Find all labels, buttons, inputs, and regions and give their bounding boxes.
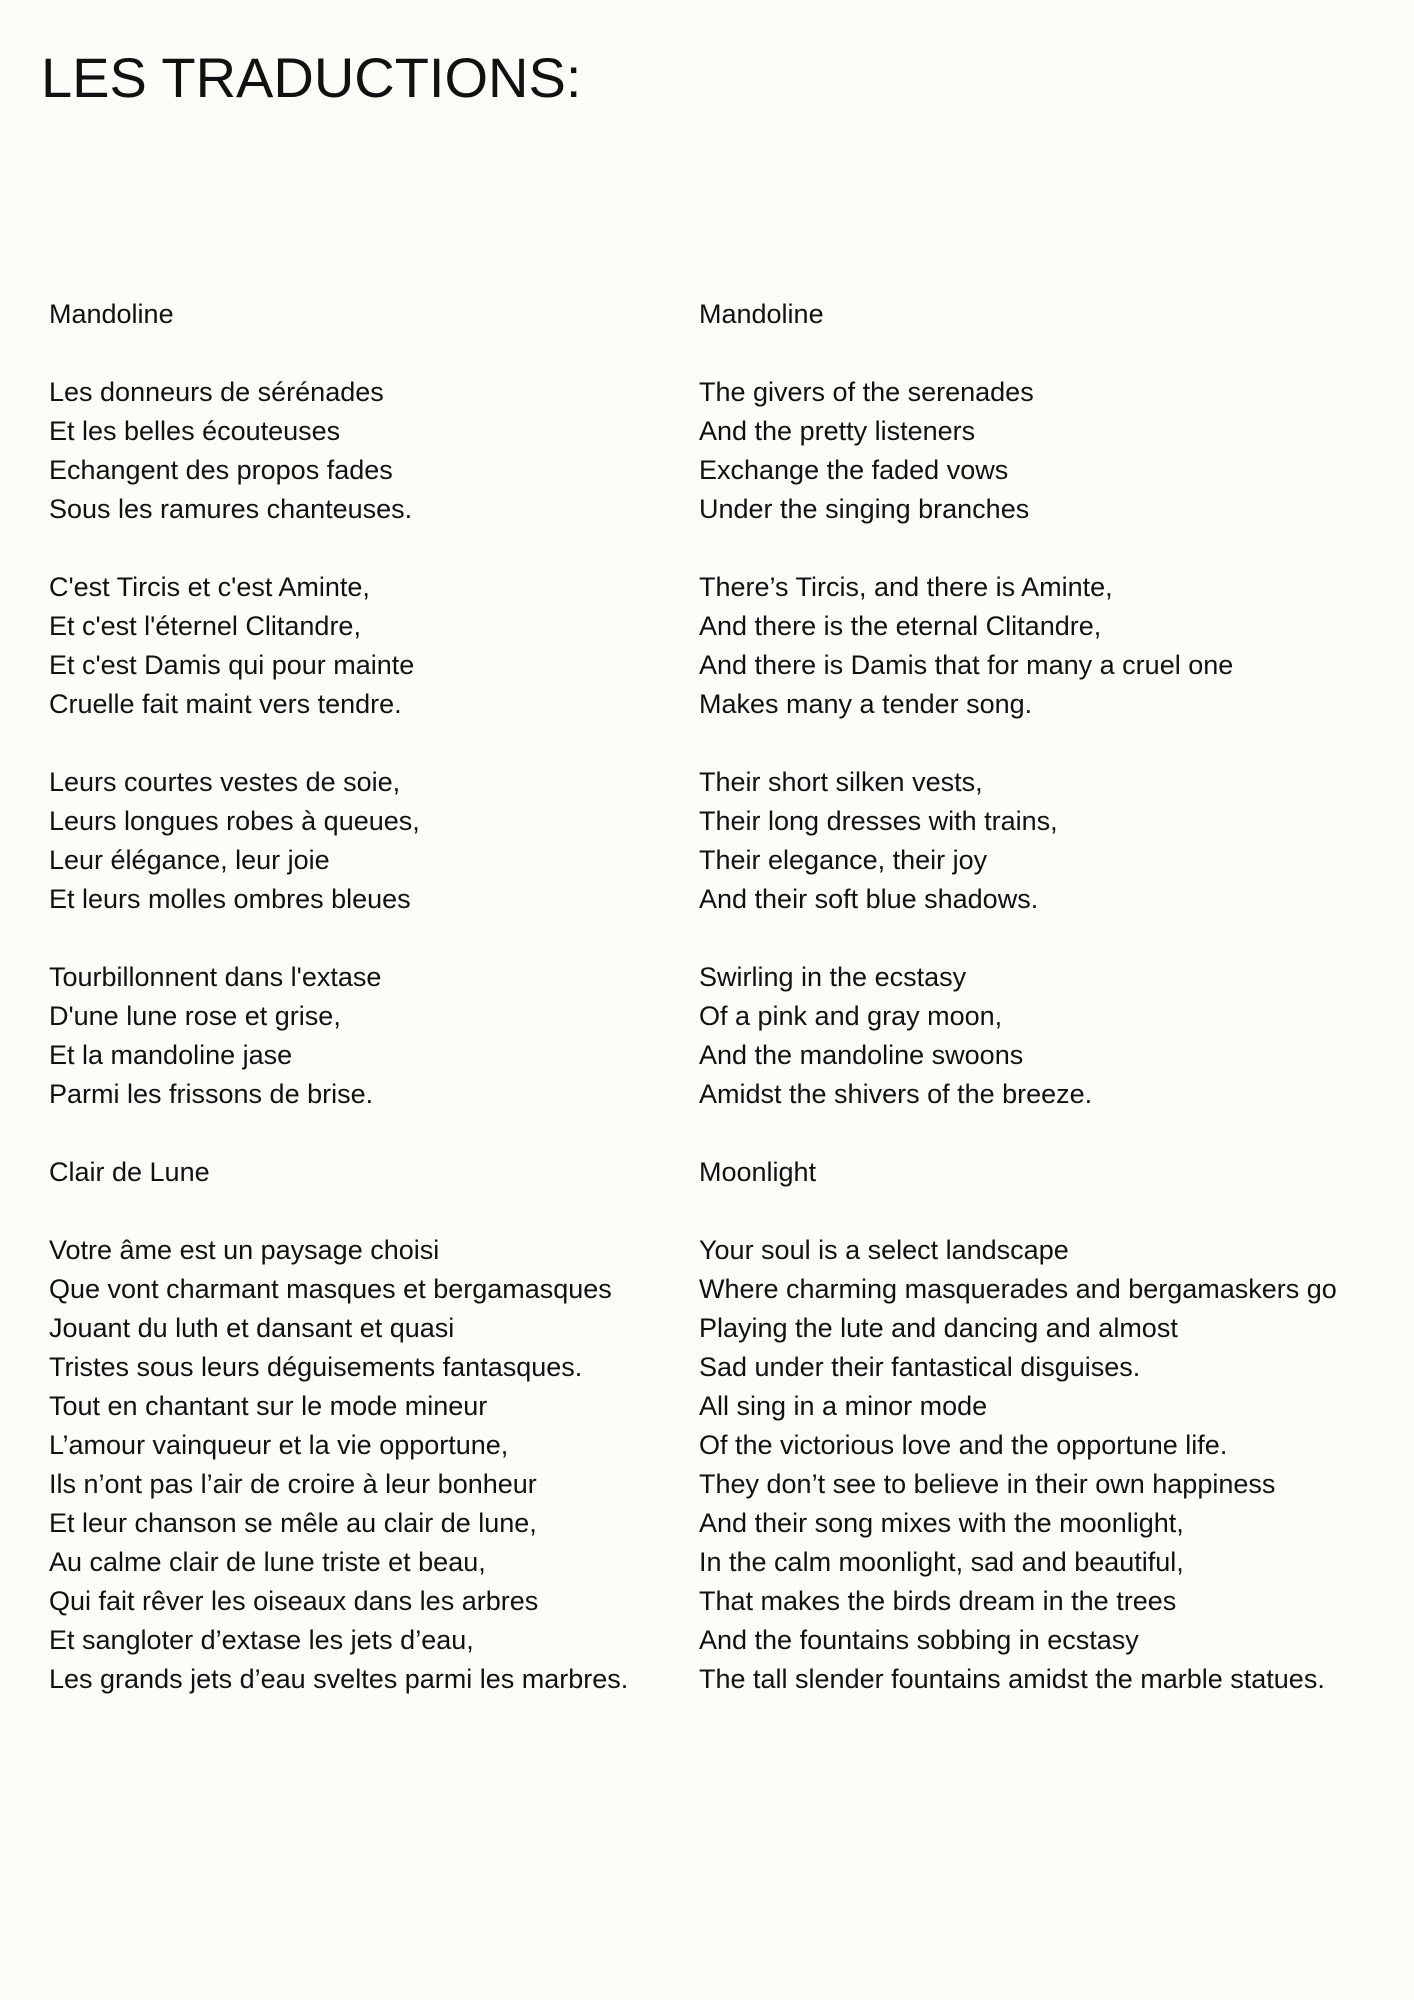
french-verse-line: Leurs courtes vestes de soie,: [49, 767, 401, 797]
english-verse-line: And their soft blue shadows.: [699, 884, 1039, 914]
english-verse-line: And there is Damis that for many a cruel one: [699, 650, 1234, 680]
english-verse-line: Their long dresses with trains,: [699, 806, 1058, 836]
stanza-gap: [699, 1114, 1337, 1153]
stanza-gap: [49, 334, 628, 373]
french-title-line: Clair de Lune: [49, 1157, 210, 1187]
stanza-gap: [699, 1192, 1337, 1231]
english-verse-line: The givers of the serenades: [699, 377, 1034, 407]
english-stanza: [699, 568, 1337, 724]
stanza-gap: [699, 529, 1337, 568]
stanza-gap: [699, 724, 1337, 763]
french-verse-line: Au calme clair de lune triste et beau,: [49, 1547, 486, 1577]
english-verse-line: Sad under their fantastical disguises.: [699, 1352, 1141, 1382]
english-verse-line: Amidst the shivers of the breeze.: [699, 1079, 1093, 1109]
english-verse-line: And the pretty listeners: [699, 416, 976, 446]
french-verse-line: Et sangloter d’extase les jets d’eau,: [49, 1625, 474, 1655]
french-verse-line: Leurs longues robes à queues,: [49, 806, 420, 836]
french-verse-line: Les donneurs de sérénades: [49, 377, 384, 407]
english-title-line: Mandoline: [699, 299, 824, 329]
english-stanza: [699, 1231, 1337, 1699]
english-verse-line: And there is the eternal Clitandre,: [699, 611, 1102, 641]
french-verse-line: Votre âme est un paysage choisi: [49, 1235, 440, 1265]
stanza-gap: [49, 529, 628, 568]
french-stanza: [49, 568, 628, 724]
english-verse-line: Swirling in the ecstasy: [699, 962, 967, 992]
french-poem-title: [49, 295, 628, 334]
french-verse-line: C'est Tircis et c'est Aminte,: [49, 572, 370, 602]
english-stanza: [699, 958, 1337, 1114]
english-stanza: [699, 373, 1337, 529]
stanza-gap: [49, 919, 628, 958]
stanza-gap: [49, 1114, 628, 1153]
french-stanza: [49, 373, 628, 529]
english-verse-line: And the mandoline swoons: [699, 1040, 1024, 1070]
french-verse-line: Cruelle fait maint vers tendre.: [49, 689, 402, 719]
french-poem-title: [49, 1153, 628, 1192]
english-verse-line: Playing the lute and dancing and almost: [699, 1313, 1178, 1343]
french-stanza: [49, 958, 628, 1114]
french-verse-line: Tout en chantant sur le mode mineur: [49, 1391, 488, 1421]
french-verse-line: Ils n’ont pas l’air de croire à leur bonheur: [49, 1469, 537, 1499]
french-title-line: Mandoline: [49, 299, 174, 329]
french-verse-line: Que vont charmant masques et bergamasques: [49, 1274, 612, 1304]
english-verse-line: There’s Tircis, and there is Aminte,: [699, 572, 1113, 602]
english-stanza: [699, 763, 1337, 919]
english-verse-line: And their song mixes with the moonlight,: [699, 1508, 1184, 1538]
french-verse-line: Et leurs molles ombres bleues: [49, 884, 411, 914]
english-verse-line: The tall slender fountains amidst the marble statues.: [699, 1664, 1325, 1694]
stanza-gap: [699, 334, 1337, 373]
english-verse-line: They don’t see to believe in their own happiness: [699, 1469, 1276, 1499]
english-verse-line: Of a pink and gray moon,: [699, 1001, 1003, 1031]
french-verse-line: Et leur chanson se mêle au clair de lune,: [49, 1508, 537, 1538]
french-stanza: [49, 1231, 628, 1699]
stanza-gap: [49, 724, 628, 763]
english-verse-line: In the calm moonlight, sad and beautiful,: [699, 1547, 1184, 1577]
english-verse-line: And the fountains sobbing in ecstasy: [699, 1625, 1139, 1655]
english-verse-line: That makes the birds dream in the trees: [699, 1586, 1177, 1616]
english-poem-title: [699, 1153, 1337, 1192]
french-verse-line: Sous les ramures chanteuses.: [49, 494, 413, 524]
french-verse-line: Et les belles écouteuses: [49, 416, 341, 446]
french-verse-line: Les grands jets d’eau sveltes parmi les marbres.: [49, 1664, 629, 1694]
english-verse-line: Under the singing branches: [699, 494, 1030, 524]
french-verse-line: Tristes sous leurs déguisements fantasques.: [49, 1352, 583, 1382]
french-verse-line: L’amour vainqueur et la vie opportune,: [49, 1430, 509, 1460]
english-translation-column: [699, 295, 1337, 1699]
english-verse-line: Their short silken vests,: [699, 767, 983, 797]
french-verse-line: Et c'est Damis qui pour mainte: [49, 650, 415, 680]
english-verse-line: Of the victorious love and the opportune life.: [699, 1430, 1228, 1460]
stanza-gap: [699, 919, 1337, 958]
english-verse-line: Where charming masquerades and bergamaskers go: [699, 1274, 1337, 1304]
stanza-gap: [49, 1192, 628, 1231]
page-title: LES TRADUCTIONS:: [41, 46, 582, 109]
english-verse-line: Their elegance, their joy: [699, 845, 988, 875]
french-verse-line: Qui fait rêver les oiseaux dans les arbres: [49, 1586, 539, 1616]
french-verse-line: Et c'est l'éternel Clitandre,: [49, 611, 361, 641]
french-verse-line: Tourbillonnent dans l'extase: [49, 962, 382, 992]
english-title-line: Moonlight: [699, 1157, 817, 1187]
french-stanza: [49, 763, 628, 919]
english-poem-title: [699, 295, 1337, 334]
french-verse-line: Leur élégance, leur joie: [49, 845, 330, 875]
english-verse-line: Exchange the faded vows: [699, 455, 1009, 485]
french-original-column: [49, 295, 628, 1699]
french-verse-line: Et la mandoline jase: [49, 1040, 293, 1070]
english-verse-line: All sing in a minor mode: [699, 1391, 988, 1421]
english-verse-line: Makes many a tender song.: [699, 689, 1033, 719]
french-verse-line: D'une lune rose et grise,: [49, 1001, 341, 1031]
french-verse-line: Parmi les frissons de brise.: [49, 1079, 374, 1109]
french-verse-line: Jouant du luth et dansant et quasi: [49, 1313, 455, 1343]
french-verse-line: Echangent des propos fades: [49, 455, 393, 485]
english-verse-line: Your soul is a select landscape: [699, 1235, 1069, 1265]
